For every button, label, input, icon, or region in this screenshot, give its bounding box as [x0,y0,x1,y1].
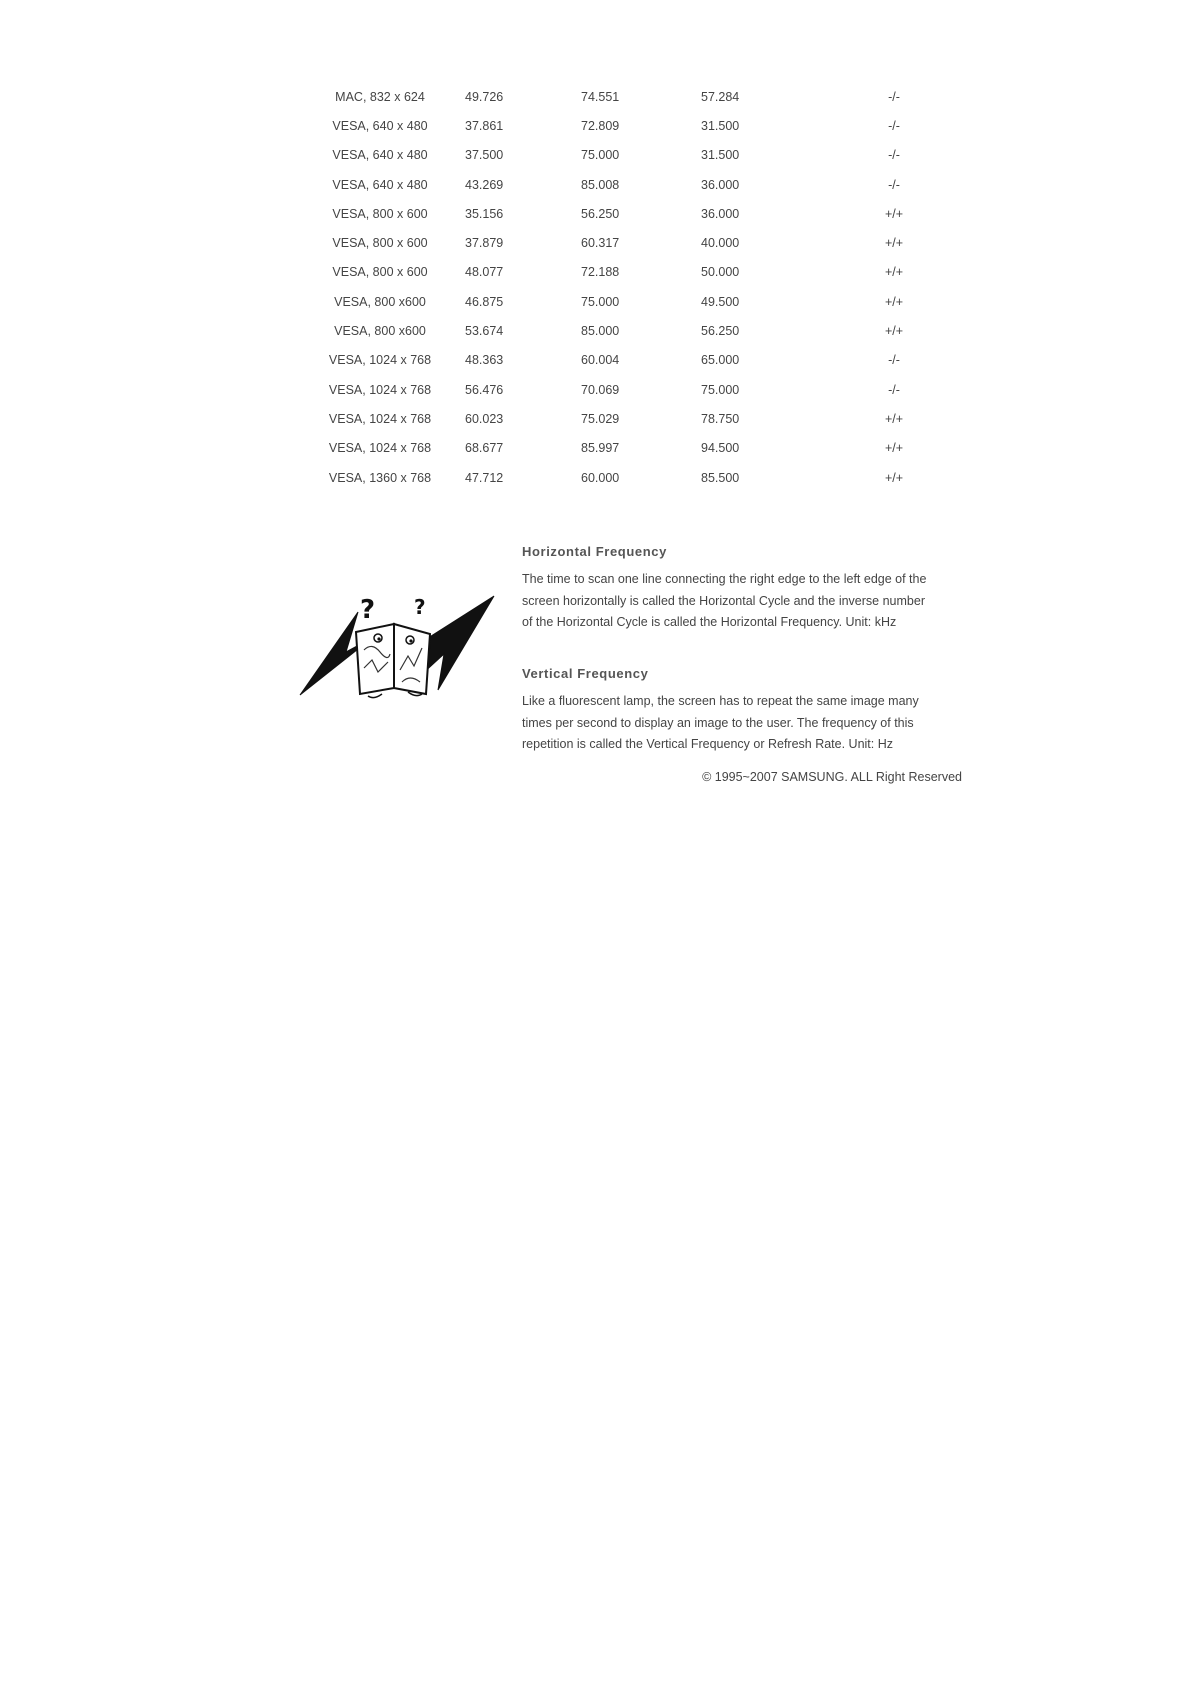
display-mode-cell: VESA, 1024 x 768 [328,353,432,368]
table-row [300,404,949,433]
table-row [300,434,949,463]
display-mode-cell: VESA, 800 x 600 [332,265,428,280]
sync-polarity-cell: +/+ [884,324,904,339]
table-row [300,346,949,375]
text-line: repetition is called the Vertical Frequency or Refresh Rate. Unit: Hz [522,737,894,751]
horizontal-frequency-cell: 68.677 [465,441,504,456]
vertical-frequency-cell: 56.250 [581,206,620,221]
vertical-frequency-text [522,691,962,756]
sync-polarity-cell: -/- [888,382,900,397]
display-mode-cell: VESA, 1024 x 768 [328,441,432,456]
horizontal-frequency-cell: 48.077 [465,265,504,280]
vertical-frequency-cell: 75.029 [581,411,620,426]
display-mode-cell: MAC, 832 x 624 [335,89,425,104]
display-mode-cell: VESA, 800 x600 [334,294,426,309]
text-line: times per second to display an image to the user. The frequency of this [522,715,914,730]
sync-polarity-cell: +/+ [884,441,904,456]
table-row [300,375,949,404]
horizontal-frequency-cell: 46.875 [465,294,504,309]
pixel-clock-cell: 78.750 [701,411,740,426]
pixel-clock-cell: 85.500 [701,470,740,485]
table-row [300,199,949,228]
pixel-clock-cell: 36.000 [701,206,740,221]
horizontal-frequency-section [522,544,962,634]
table-row [300,141,949,170]
display-mode-cell: VESA, 640 x 480 [332,148,428,163]
horizontal-frequency-cell: 56.476 [465,382,504,397]
pixel-clock-cell: 65.000 [701,353,740,368]
vertical-frequency-cell: 60.317 [581,236,620,251]
question-mark-glyph: ? [360,595,376,625]
text-line: of the Horizontal Cycle is called the Horizontal Frequency. Unit: kHz [522,615,897,629]
table-row [300,258,949,287]
horizontal-frequency-cell: 47.712 [465,470,504,485]
text-line: The time to scan one line connecting the right edge to the left edge of the [522,572,927,586]
horizontal-frequency-cell: 53.674 [465,324,504,339]
horizontal-frequency-cell: 48.363 [465,353,504,368]
display-mode-cell: VESA, 800 x 600 [332,236,428,251]
pixel-clock-cell: 49.500 [701,294,740,309]
vertical-frequency-section [522,666,962,756]
display-mode-cell: VESA, 1024 x 768 [328,382,432,397]
sync-polarity-cell: +/+ [884,411,904,426]
vertical-frequency-cell: 60.004 [581,353,620,368]
vertical-frequency-cell: 60.000 [581,470,620,485]
question-mark-glyph: ? [414,595,426,619]
horizontal-frequency-cell: 60.023 [465,411,504,426]
horizontal-frequency-heading: Horizontal Frequency [522,544,667,559]
sync-polarity-cell: -/- [888,118,900,133]
sync-polarity-cell: +/+ [884,294,904,309]
sync-polarity-cell: -/- [888,89,900,104]
table-row [300,82,949,111]
pixel-clock-cell: 94.500 [701,441,740,456]
vertical-frequency-cell: 74.551 [581,89,620,104]
display-mode-cell: VESA, 800 x600 [334,324,426,339]
horizontal-frequency-cell: 49.726 [465,89,504,104]
horizontal-frequency-cell: 43.269 [465,177,504,192]
table-row [300,287,949,316]
sync-polarity-cell: +/+ [884,470,904,485]
pixel-clock-cell: 40.000 [701,236,740,251]
horizontal-frequency-text [522,569,962,634]
horizontal-frequency-cell: 35.156 [465,206,504,221]
timing-table-body [300,82,949,492]
pixel-clock-cell: 57.284 [701,89,740,104]
text-line: screen horizontally is called the Horizontal Cycle and the inverse number [522,593,925,608]
sync-polarity-cell: +/+ [884,265,904,280]
vertical-frequency-cell: 72.809 [581,118,620,133]
sync-polarity-cell: +/+ [884,236,904,251]
display-mode-cell: VESA, 1024 x 768 [328,411,432,426]
copyright-notice: © 1995~2007 SAMSUNG. ALL Right Reserved [702,770,962,784]
table-row [300,316,949,345]
sync-polarity-cell: +/+ [884,206,904,221]
table-row [300,463,949,492]
vertical-frequency-cell: 75.000 [581,148,620,163]
vertical-frequency-cell: 70.069 [581,382,620,397]
vertical-frequency-cell: 72.188 [581,265,620,280]
pixel-clock-cell: 31.500 [701,118,740,133]
pixel-clock-cell: 31.500 [701,148,740,163]
sync-polarity-cell: -/- [888,148,900,163]
horizontal-frequency-cell: 37.500 [465,148,504,163]
pixel-clock-cell: 50.000 [701,265,740,280]
vertical-frequency-heading: Vertical Frequency [522,666,649,681]
vertical-frequency-cell: 75.000 [581,294,620,309]
text-line: Like a fluorescent lamp, the screen has to repeat the same image many [522,694,919,708]
vertical-frequency-cell: 85.997 [581,441,620,456]
display-mode-cell: VESA, 1360 x 768 [328,470,432,485]
vertical-frequency-cell: 85.000 [581,324,620,339]
table-row [300,170,949,199]
pixel-clock-cell: 36.000 [701,177,740,192]
display-mode-cell: VESA, 640 x 480 [332,177,428,192]
pixel-clock-cell: 75.000 [701,382,740,397]
timing-table [300,82,949,492]
table-row [300,228,949,257]
display-mode-cell: VESA, 640 x 480 [332,118,428,133]
vertical-frequency-cell: 85.008 [581,177,620,192]
sync-polarity-cell: -/- [888,177,900,192]
question-book-lightning-icon [298,590,498,700]
table-row [300,111,949,140]
horizontal-frequency-cell: 37.879 [465,236,504,251]
display-mode-cell: VESA, 800 x 600 [332,206,428,221]
pixel-clock-cell: 56.250 [701,324,740,339]
sync-polarity-cell: -/- [888,353,900,368]
horizontal-frequency-cell: 37.861 [465,118,504,133]
